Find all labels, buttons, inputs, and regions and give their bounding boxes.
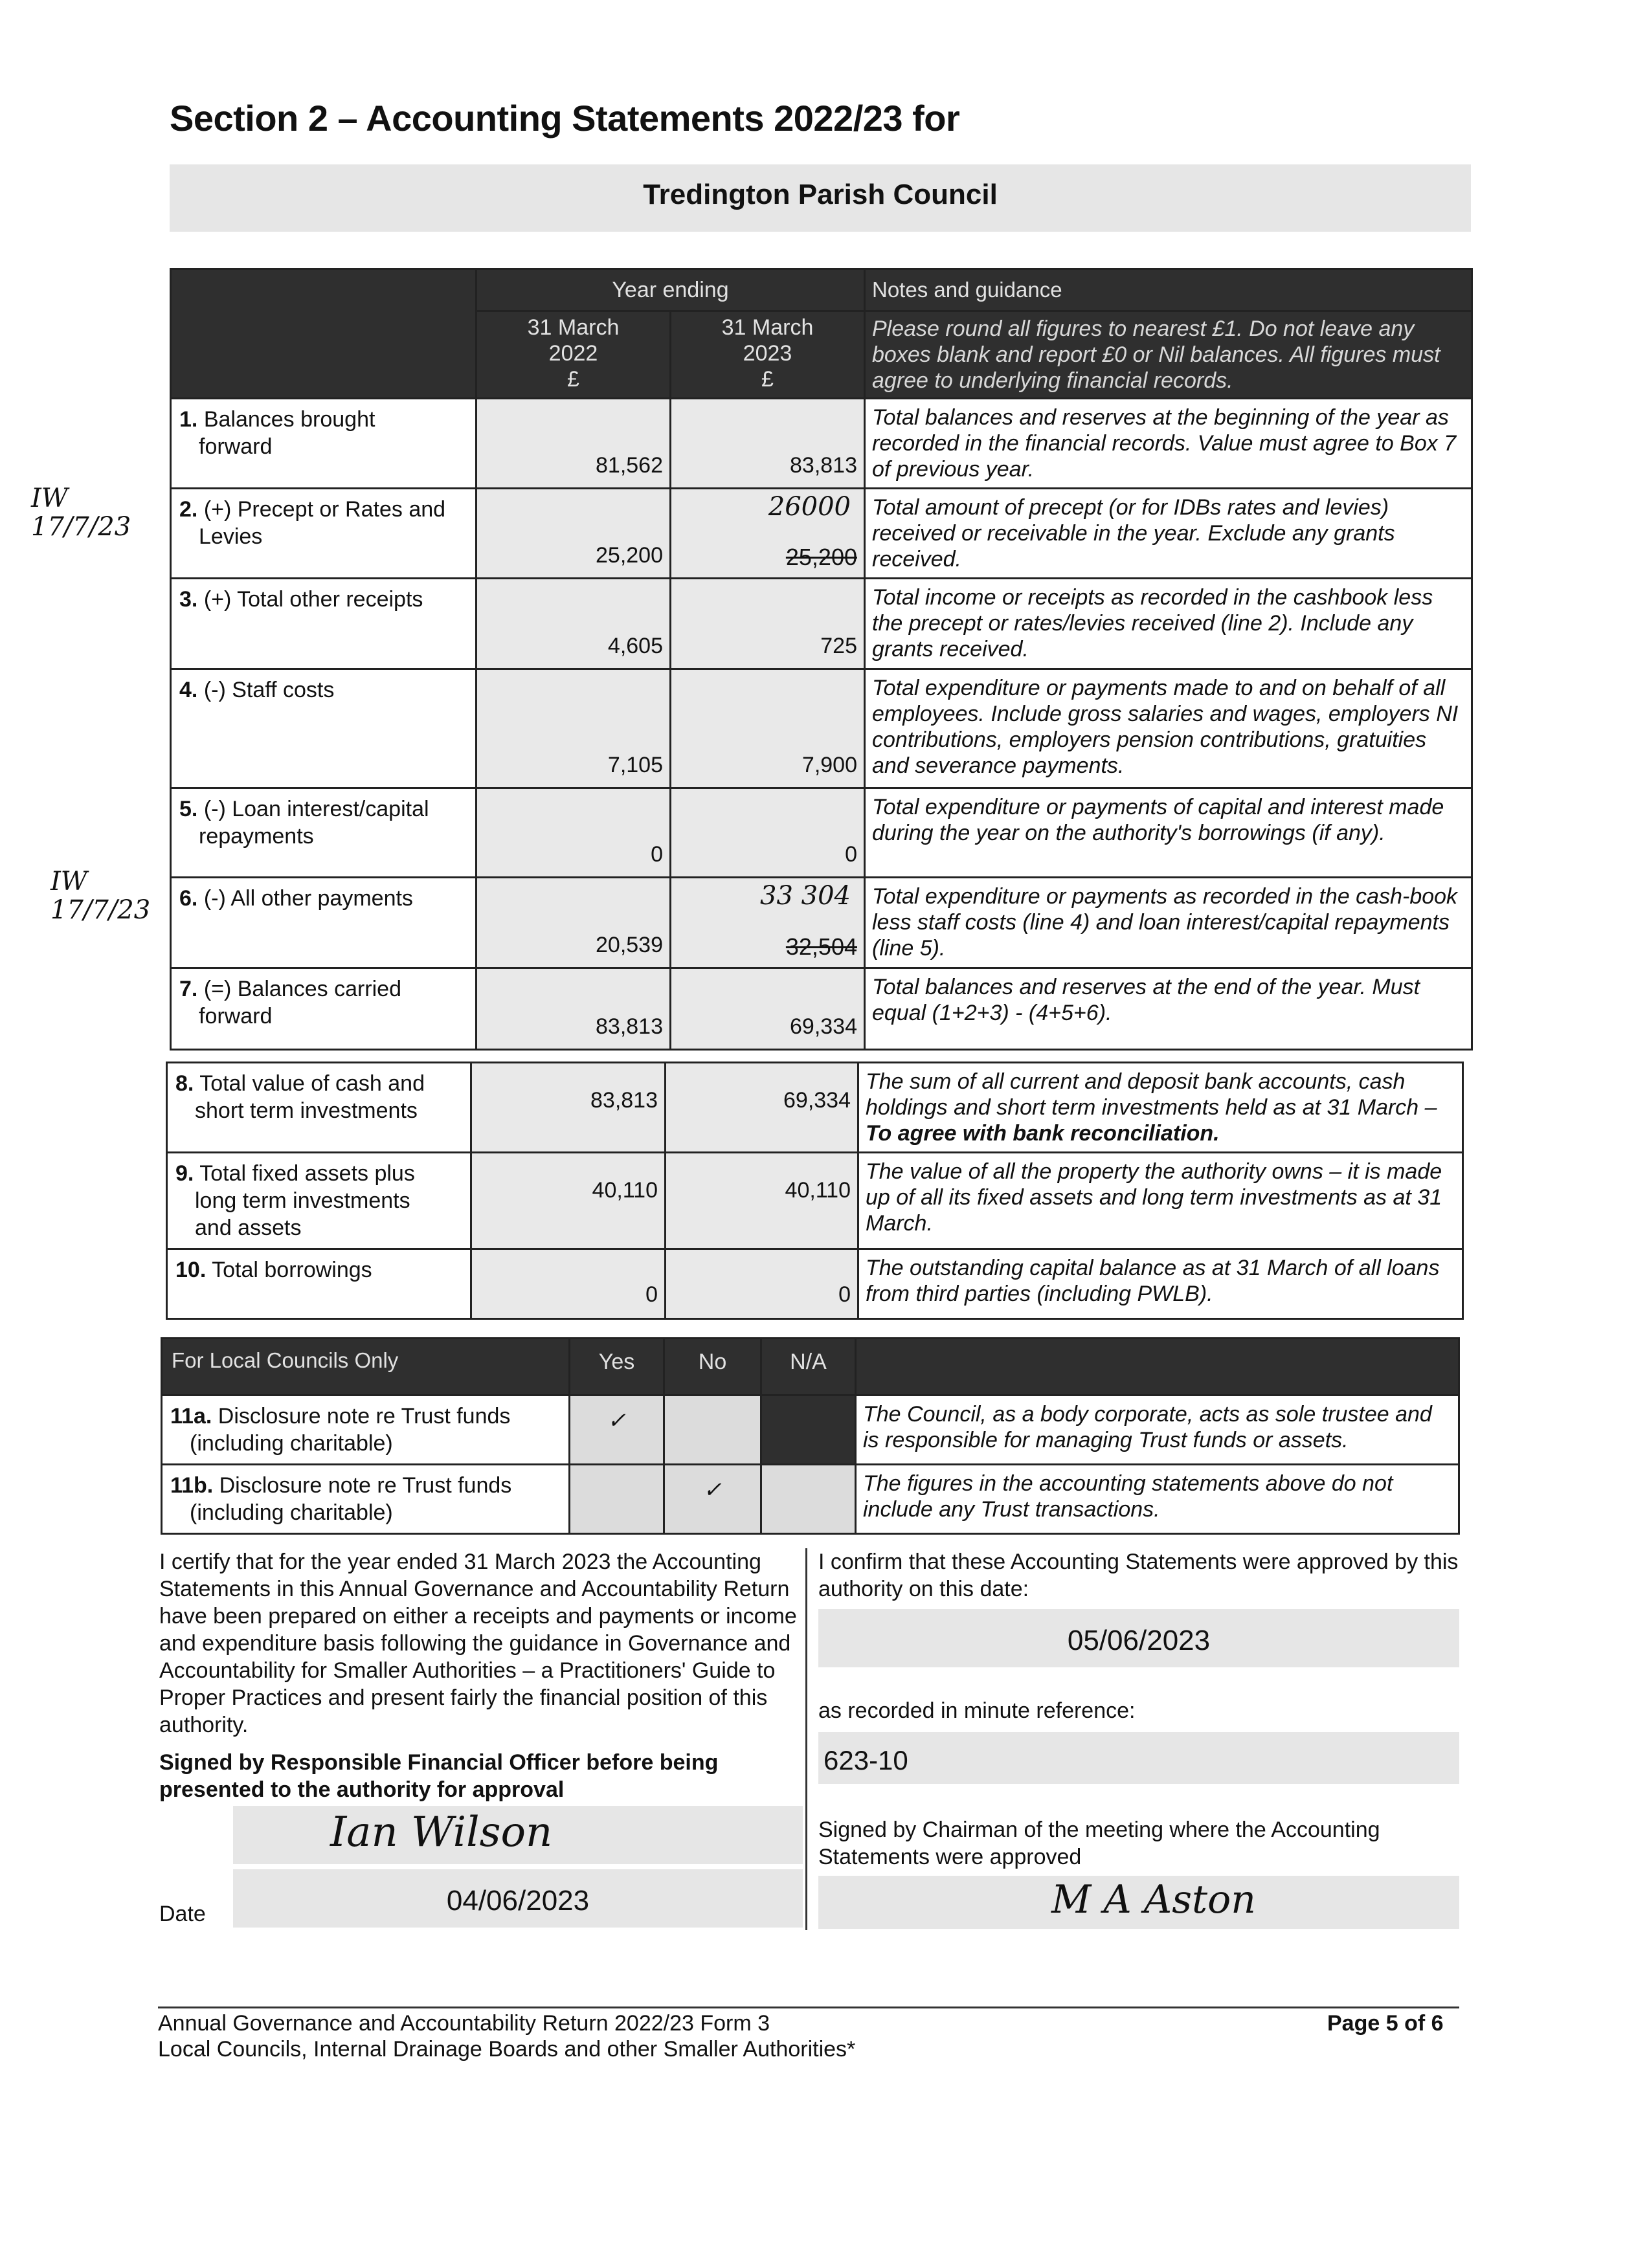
row-label-2: Levies: [199, 524, 263, 549]
trust-row-a-note: The Council, as a body corporate, acts as sole trustee and is responsible for managing Trust funds or assets.: [856, 1395, 1459, 1465]
margin-note-initials: IW: [31, 484, 68, 513]
row-label-cell: [167, 1153, 471, 1249]
row-label-cell: [171, 399, 476, 489]
row-label: Disclosure note re Trust funds: [219, 1473, 512, 1498]
row-number: 6.: [179, 886, 198, 911]
value-2022[interactable]: [471, 1153, 666, 1249]
row-label-cell: [171, 579, 476, 669]
value-2022[interactable]: [476, 878, 671, 968]
minute-ref-label: as recorded in minute reference:: [818, 1698, 1136, 1723]
value-2022[interactable]: [476, 489, 671, 579]
row-label: (+) Precept or Rates and: [203, 497, 446, 522]
year-ending-header: Year ending: [476, 269, 865, 311]
value-2023[interactable]: [671, 878, 865, 968]
value-2023-text: 0: [845, 842, 857, 867]
row-label-cell: [171, 878, 476, 968]
row-label: (-) Staff costs: [203, 678, 335, 702]
value-2022-text: 40,110: [592, 1178, 658, 1203]
statement-row: [171, 579, 1472, 669]
page-number: Page 5 of 6: [1327, 2011, 1444, 2036]
margin-note-2: [50, 867, 150, 924]
row-label: Total fixed assets plus: [199, 1161, 415, 1186]
row-note: [858, 1249, 1463, 1319]
row-label: (-) Loan interest/capital: [203, 797, 429, 821]
handwritten-correction: 26000: [768, 492, 851, 522]
notes-guidance-text: Please round all figures to nearest £1. Do not leave any boxes blank and report £0 or Nil balances. All figures must agree to underlying financial records.: [865, 311, 1472, 399]
row-label: Total borrowings: [212, 1258, 372, 1282]
rfo-signature: Ian Wilson: [330, 1808, 553, 1856]
rfo-signature-box[interactable]: [233, 1806, 803, 1864]
row-label-2: long term investments: [195, 1188, 410, 1213]
row-label: Disclosure note re Trust funds: [218, 1404, 511, 1429]
row-note-text: The outstanding capital balance as at 31 March of all loans from third parties (including PWLB).: [866, 1256, 1440, 1306]
row-number: 9.: [175, 1161, 194, 1186]
rfo-date: 04/06/2023: [446, 1885, 590, 1917]
value-2023[interactable]: [671, 399, 865, 489]
row-note: Total income or receipts as recorded in the cashbook less the precept or rates/levies received (line 2). Include any grants received.: [865, 579, 1472, 669]
certification-divider: [805, 1548, 807, 1930]
value-2023[interactable]: [666, 1249, 858, 1319]
trust-row-a-label: [162, 1395, 570, 1465]
row-note: [858, 1063, 1463, 1153]
value-2023-text: 725: [820, 634, 857, 658]
trust-row-a-yes-checkbox[interactable]: ✓: [570, 1395, 664, 1465]
na-header: N/A: [761, 1339, 856, 1395]
col-2022-header: [476, 311, 671, 399]
value-2022-text: 0: [645, 1282, 658, 1307]
minute-ref-box[interactable]: [818, 1732, 1459, 1784]
approval-date-box[interactable]: [818, 1609, 1459, 1667]
margin-note-date: 17/7/23: [31, 512, 131, 542]
value-2022-text: 0: [651, 842, 663, 867]
trust-row-b-yes-checkbox[interactable]: [570, 1465, 664, 1534]
row-label: (=) Balances carried: [203, 977, 401, 1001]
row-note: Total expenditure or payments as recorded in the cash-book less staff costs (line 4) and loan interest/capital repayments (line 5).: [865, 878, 1472, 968]
row-number: 8.: [175, 1071, 194, 1096]
approval-date: 05/06/2023: [1067, 1625, 1211, 1656]
value-2022[interactable]: [476, 669, 671, 788]
statement-row: [171, 788, 1472, 878]
trust-notes-header: [856, 1339, 1459, 1395]
value-2023[interactable]: [671, 669, 865, 788]
row-number: 11b.: [170, 1473, 214, 1498]
footer-rule: [158, 2007, 1459, 2008]
row-label: (-) All other payments: [203, 886, 413, 911]
margin-note-initials: IW: [50, 867, 87, 896]
chair-signature-box[interactable]: [818, 1876, 1459, 1929]
row-note: Total amount of precept (or for IDBs rates and levies) received or receivable in the year. Exclude any grants received.: [865, 489, 1472, 579]
value-2023-text: 69,334: [790, 1014, 857, 1039]
value-2023[interactable]: [666, 1063, 858, 1153]
value-2023[interactable]: [671, 489, 865, 579]
value-2023-text: 83,813: [790, 453, 857, 478]
row-number: 1.: [179, 407, 198, 432]
margin-note-date: 17/7/23: [50, 895, 151, 925]
row-label-2: forward: [199, 1004, 273, 1028]
no-header: No: [664, 1339, 761, 1395]
value-2022[interactable]: [476, 968, 671, 1050]
row-number: 10.: [175, 1258, 207, 1282]
authority-name: Tredington Parish Council: [643, 179, 998, 210]
value-2023[interactable]: [671, 579, 865, 669]
value-2023-text: 40,110: [785, 1178, 851, 1203]
trust-row-b-no-checkbox[interactable]: ✓: [664, 1465, 761, 1534]
row-number: 5.: [179, 797, 198, 821]
value-2023[interactable]: [666, 1153, 858, 1249]
value-2022-text: 4,605: [607, 634, 663, 658]
value-2022-text: 20,539: [596, 933, 663, 957]
date-label: Date: [159, 1902, 206, 1926]
statement-row: [171, 968, 1472, 1050]
authority-name-box: [170, 164, 1471, 232]
row-label-cell: [171, 669, 476, 788]
row-note-text: The value of all the property the authority owns – it is made up of all its fixed assets and long term investments as at 31 March.: [866, 1159, 1442, 1236]
value-2022[interactable]: [471, 1249, 666, 1319]
col-2022-line2: 2022: [548, 341, 598, 366]
margin-note-1: [31, 484, 131, 541]
value-2022-text: 83,813: [590, 1088, 658, 1113]
row-label-2: repayments: [199, 824, 314, 849]
value-2023[interactable]: [671, 788, 865, 878]
col-2022-line3: £: [567, 367, 579, 392]
value-2022[interactable]: [476, 788, 671, 878]
trust-row-a-na-cell: [761, 1395, 856, 1465]
row-label-cell: [171, 968, 476, 1050]
row-label: Balances brought: [203, 407, 375, 432]
row-note: Total balances and reserves at the end of the year. Must equal (1+2+3) - (4+5+6).: [865, 968, 1472, 1050]
col-2023-line3: £: [761, 367, 774, 392]
row-label-2: forward: [199, 434, 273, 459]
statement-row: [171, 669, 1472, 788]
row-label-cell: [167, 1063, 471, 1153]
row-note: [858, 1153, 1463, 1249]
value-2022-text: 25,200: [596, 543, 663, 568]
row-number: 2.: [179, 497, 198, 522]
row-note: Total balances and reserves at the beginning of the year as recorded in the financial records. Value must agree to Box 7 of previous year.: [865, 399, 1472, 489]
statement-row: [167, 1249, 1463, 1319]
row-number: 3.: [179, 587, 198, 612]
trust-funds-table: [161, 1337, 1460, 1535]
trust-row-b-note: The figures in the accounting statements above do not include any Trust transactions.: [856, 1465, 1459, 1534]
footer-line-1: Annual Governance and Accountability Return 2022/23 Form 3: [158, 2011, 770, 2036]
value-2022-text: 83,813: [596, 1014, 663, 1039]
col-2023-line1: 31 March: [721, 315, 814, 340]
row-note: Total expenditure or payments of capital and interest made during the year on the authority's borrowings (if any).: [865, 788, 1472, 878]
minute-ref: 623-10: [824, 1745, 908, 1775]
row-label-cell: [171, 489, 476, 579]
row-note-text: The sum of all current and deposit bank accounts, cash holdings and short term investments held as at 31 March –: [866, 1069, 1437, 1120]
row-label-2: (including charitable): [190, 1500, 393, 1525]
row-number: 7.: [179, 977, 198, 1001]
yes-header: Yes: [570, 1339, 664, 1395]
handwritten-correction: 33 304: [760, 881, 851, 911]
row-label: (+) Total other receipts: [203, 587, 423, 612]
row-label-3: and assets: [195, 1216, 302, 1240]
trust-row-a-no-checkbox[interactable]: [664, 1395, 761, 1465]
statement-row: [171, 878, 1472, 968]
value-2023-text: 25,200: [785, 544, 857, 570]
notes-header: Notes and guidance: [865, 269, 1472, 311]
page-title: Section 2 – Accounting Statements 2022/23 for: [170, 98, 960, 139]
value-2022[interactable]: [471, 1063, 666, 1153]
rfo-certification-text: I certify that for the year ended 31 March 2023 the Accounting Statements in this Annual Governance and Accountability Return have been prepared on either a receipts and payments or income and expenditure basis following the guidance in Governance and Accountability for Smaller Authorities – a Practitioners' Guide to Proper Practices and present fairly the financial position of this authority.: [159, 1550, 797, 1737]
rfo-sign-instruction: Signed by Responsible Financial Officer before being presented to the authority for approval: [159, 1750, 719, 1802]
value-2023-text: 32,504: [785, 933, 857, 960]
row-label-2: short term investments: [195, 1098, 418, 1123]
row-label: Total value of cash and: [199, 1071, 425, 1096]
col-2023-header: [671, 311, 865, 399]
row-label-2: (including charitable): [190, 1431, 393, 1456]
trust-row-b-label: [162, 1465, 570, 1534]
value-2023-text: 69,334: [783, 1088, 851, 1113]
value-2022[interactable]: [476, 399, 671, 489]
approval-text: I confirm that these Accounting Statements were approved by this authority on this date:: [818, 1550, 1459, 1601]
value-2023-text: 0: [838, 1282, 851, 1307]
row-number: 4.: [179, 678, 198, 702]
chair-sign-label: Signed by Chairman of the meeting where the Accounting Statements were approved: [818, 1818, 1380, 1869]
header-blank: [171, 269, 476, 399]
row-note: Total expenditure or payments made to and on behalf of all employees. Include gross salaries and wages, employers NI contributions, employers pension contributions, gratuities and severance payments.: [865, 669, 1472, 788]
statement-row: [171, 489, 1472, 579]
row-label-cell: [167, 1249, 471, 1319]
value-2023[interactable]: [671, 968, 865, 1050]
statement-row: [171, 399, 1472, 489]
local-councils-only-header: For Local Councils Only: [162, 1339, 570, 1395]
row-note-bold: To agree with bank reconciliation.: [866, 1121, 1220, 1146]
col-2022-line1: 31 March: [527, 315, 620, 340]
chair-signature: M A Aston: [1051, 1877, 1256, 1922]
statement-row: [167, 1063, 1463, 1153]
assets-table: [166, 1062, 1464, 1320]
accounting-statements-table: [170, 268, 1473, 1051]
value-2022-text: 81,562: [596, 453, 663, 478]
col-2023-line2: 2023: [743, 341, 792, 366]
value-2022[interactable]: [476, 579, 671, 669]
value-2023-text: 7,900: [801, 753, 857, 777]
rfo-date-box[interactable]: [233, 1869, 803, 1928]
row-number: 11a.: [170, 1404, 212, 1429]
statement-row: [167, 1153, 1463, 1249]
trust-row-b-na-checkbox[interactable]: [761, 1465, 856, 1534]
footer-text: [158, 2010, 855, 2062]
row-label-cell: [171, 788, 476, 878]
value-2022-text: 7,105: [607, 753, 663, 777]
footer-line-2: Local Councils, Internal Drainage Boards and other Smaller Authorities*: [158, 2037, 856, 2062]
